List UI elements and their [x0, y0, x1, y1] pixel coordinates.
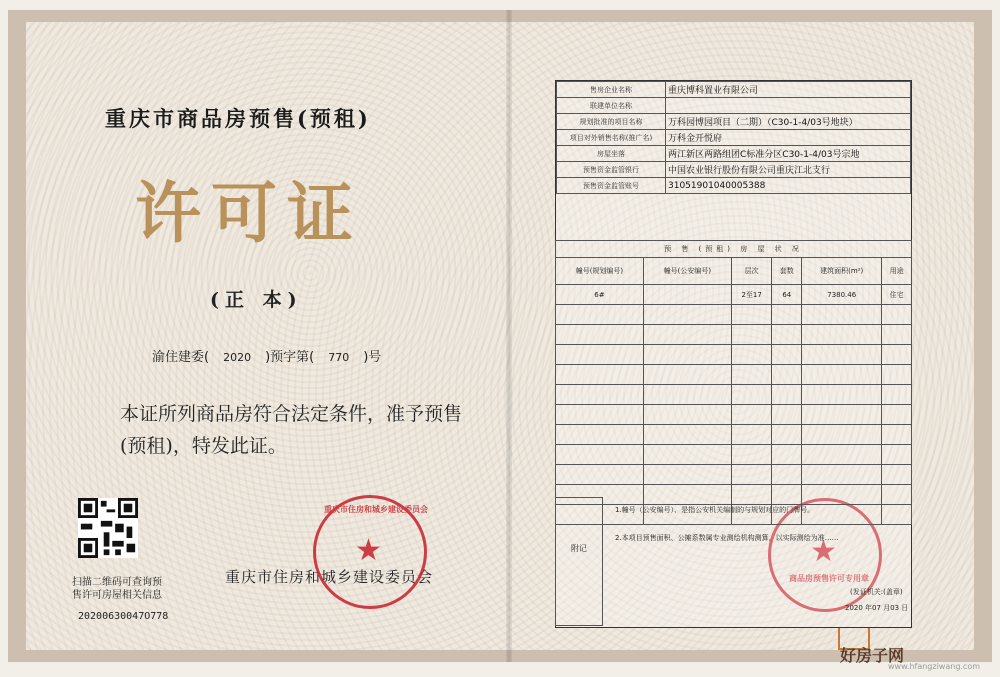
empty-cell — [643, 425, 731, 445]
empty-cell — [772, 365, 802, 385]
empty-cell — [731, 365, 772, 385]
qr-caption-line1: 扫描二维码可查询预 — [72, 577, 162, 588]
empty-cell — [882, 445, 912, 465]
qr-caption-line2: 售许可房屋相关信息 — [72, 590, 162, 601]
empty-cell — [731, 465, 772, 485]
empty-cell — [772, 385, 802, 405]
issuer-name: 重庆市住房和城乡建设委员会 — [225, 568, 434, 586]
empty-cell — [802, 425, 882, 445]
empty-cell — [882, 425, 912, 445]
presale-cell: 64 — [772, 285, 802, 305]
presale-header: 建筑面积(m²) — [802, 258, 882, 285]
serial-number: 20200630047O778 — [78, 611, 169, 622]
empty-cell — [643, 305, 731, 325]
watermark-url: www.hfangziwang.com — [888, 662, 981, 671]
seal-star-icon: ★ — [355, 533, 382, 568]
empty-cell — [882, 305, 912, 325]
empty-cell — [731, 325, 772, 345]
seal-left-text: 重庆市住房和城乡建设委员会 — [324, 505, 428, 514]
empty-cell — [556, 365, 644, 385]
empty-table-row — [556, 425, 912, 445]
empty-table-row — [556, 305, 912, 325]
empty-cell — [556, 465, 644, 485]
info-row — [557, 114, 911, 130]
info-row — [557, 162, 911, 178]
number-suffix: )号 — [363, 350, 382, 365]
seal-right-text: 商品房预售许可专用章 — [789, 574, 869, 583]
presale-header: 幢号(公安编号) — [643, 258, 731, 285]
empty-cell — [772, 445, 802, 465]
empty-cell — [802, 305, 882, 325]
info-label: 预售资金监管银行 — [557, 162, 666, 178]
empty-cell — [772, 465, 802, 485]
empty-cell — [772, 305, 802, 325]
info-label: 售房企业名称 — [557, 82, 666, 98]
number-year: 2020 — [223, 351, 252, 364]
empty-cell — [643, 405, 731, 425]
empty-cell — [556, 325, 644, 345]
certificate-title-line1: 重庆市商品房预售(预租) — [105, 106, 371, 131]
certificate-title-main: 许可证 — [135, 174, 363, 252]
empty-cell — [772, 345, 802, 365]
presale-cell: 住宅 — [882, 285, 912, 305]
empty-cell — [731, 305, 772, 325]
info-label: 预售资金监管账号 — [557, 178, 666, 194]
table-row — [556, 285, 912, 305]
number-seq: 770 — [328, 351, 350, 364]
empty-table-row — [556, 345, 912, 365]
info-value — [666, 98, 911, 114]
certificate-body-text: 本证所列商品房符合法定条件，准予预售(预租)，特发此证。 — [120, 403, 463, 457]
empty-cell — [556, 445, 644, 465]
empty-cell — [643, 365, 731, 385]
empty-cell — [731, 345, 772, 365]
info-value: 31051901040005388 — [666, 178, 911, 194]
empty-cell — [643, 345, 731, 365]
presale-header: 套数 — [772, 258, 802, 285]
presale-header: 幢号(规划编号) — [556, 258, 644, 285]
empty-cell — [772, 325, 802, 345]
presale-cell — [643, 285, 731, 305]
number-prefix: 渝住建委( — [152, 350, 210, 365]
qr-code[interactable] — [78, 498, 138, 558]
notes-section — [555, 497, 912, 627]
empty-cell — [802, 385, 882, 405]
info-label: 规划批准的项目名称 — [557, 114, 666, 130]
presale-cell: 2至17 — [731, 285, 772, 305]
empty-cell — [643, 465, 731, 485]
empty-cell — [556, 425, 644, 445]
info-row — [557, 178, 911, 194]
empty-cell — [731, 445, 772, 465]
empty-cell — [802, 345, 882, 365]
presale-table — [555, 240, 912, 525]
empty-cell — [802, 445, 882, 465]
info-row — [557, 146, 911, 162]
certificate-number — [150, 346, 383, 365]
empty-cell — [556, 385, 644, 405]
empty-table-row — [556, 445, 912, 465]
info-value: 两江新区两路组团C标准分区C30-1-4/03号宗地 — [666, 146, 911, 162]
presale-cell: 6# — [556, 285, 644, 305]
empty-cell — [882, 385, 912, 405]
issue-date: 2020 年07 月03 日 — [845, 604, 909, 612]
center-fold — [506, 10, 512, 662]
official-seal-left — [313, 495, 427, 609]
empty-cell — [556, 305, 644, 325]
empty-cell — [643, 385, 731, 405]
empty-cell — [802, 405, 882, 425]
issuing-authority-sign: (发证机关:(盖章) — [850, 588, 903, 596]
empty-cell — [643, 445, 731, 465]
empty-cell — [731, 385, 772, 405]
empty-cell — [882, 365, 912, 385]
note-1: 1.幢号（公安编号）、是指公安机关编制的与规划对应的门牌号。 — [615, 506, 815, 514]
empty-cell — [882, 405, 912, 425]
empty-cell — [802, 365, 882, 385]
empty-cell — [731, 405, 772, 425]
empty-cell — [556, 405, 644, 425]
empty-cell — [772, 405, 802, 425]
empty-cell — [882, 345, 912, 365]
watermark-text: 好房子网 — [840, 646, 905, 665]
presale-header: 用途 — [882, 258, 912, 285]
presale-caption: 预 售 (预租) 房 屋 状 况 — [556, 241, 912, 258]
seal-star-icon: ★ — [810, 534, 837, 569]
empty-table-row — [556, 385, 912, 405]
empty-table-row — [556, 465, 912, 485]
number-mid: )预字第( — [265, 350, 315, 365]
empty-cell — [802, 325, 882, 345]
empty-cell — [556, 345, 644, 365]
presale-header: 层次 — [731, 258, 772, 285]
info-label: 房屋坐落 — [557, 146, 666, 162]
presale-cell: 7380.46 — [802, 285, 882, 305]
info-row — [557, 130, 911, 146]
qr-caption — [72, 576, 162, 602]
info-value: 中国农业银行股份有限公司重庆江北支行 — [666, 162, 911, 178]
empty-cell — [802, 465, 882, 485]
note-2: 2.本项目预售面积、公摊系数属专业测绘机构测算，以实际测绘为准…… — [615, 534, 839, 542]
empty-table-row — [556, 325, 912, 345]
info-value: 重庆博科置业有限公司 — [666, 82, 911, 98]
empty-cell — [731, 425, 772, 445]
copy-type: (正 本) — [210, 289, 303, 311]
empty-cell — [643, 325, 731, 345]
info-row — [557, 82, 911, 98]
notes-label: 附记 — [555, 497, 603, 626]
info-row — [557, 98, 911, 114]
empty-table-row — [556, 405, 912, 425]
info-label: 联建单位名称 — [557, 98, 666, 114]
info-value: 万科园博园项目（二期）（C30-1-4/03号地块） — [666, 114, 911, 130]
info-label: 项目对外销售名称(推广名) — [557, 130, 666, 146]
empty-cell — [772, 425, 802, 445]
empty-table-row — [556, 365, 912, 385]
empty-cell — [882, 325, 912, 345]
empty-cell — [882, 465, 912, 485]
info-value: 万科金开悦府 — [666, 130, 911, 146]
